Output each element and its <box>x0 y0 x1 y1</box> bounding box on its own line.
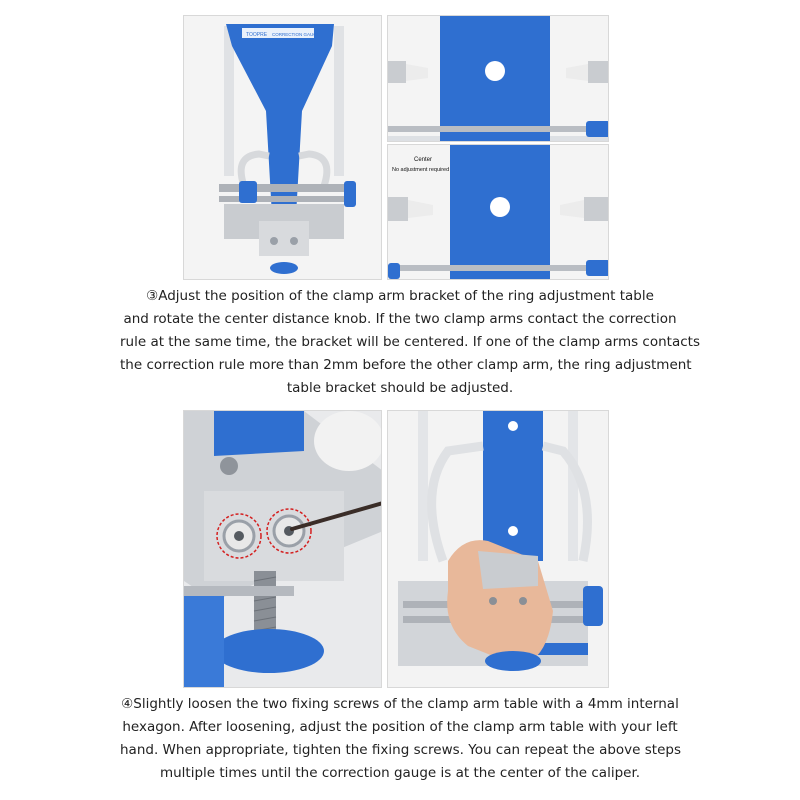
step-4-line: multiple times until the correction gauge is at the center of the caliper. <box>159 765 641 781</box>
step-4-line: hexagon. After loosening, adjust the position of the clamp arm table with your left <box>122 719 678 735</box>
gauge-plate-label: CORRECTION GAUGE <box>272 32 320 37</box>
photo-truing-stand-overview <box>183 15 382 280</box>
step-3-line: and rotate the center distance knob. If the two clamp arms contact the correction <box>123 311 677 327</box>
step-4-instructions <box>120 693 680 785</box>
step-4-line: hand. When appropriate, tighten the fixing screws. You can repeat the above steps <box>120 742 682 758</box>
photo-hand-adjusting-clamp-table <box>387 410 609 688</box>
gauge-brand-label: TOOPRE <box>246 32 268 38</box>
photo-hex-key-loosening-screws <box>183 410 382 688</box>
photo-gauge-closeup-centered <box>387 144 609 280</box>
center-label: Center <box>414 157 433 163</box>
photo-gauge-closeup-offset <box>387 15 609 142</box>
step-3-line: the correction rule more than 2mm before the other clamp arm, the ring adjustment <box>120 357 692 373</box>
step-3-instructions <box>120 285 700 400</box>
step-4-line: ④Slightly loosen the two fixing screws of the clamp arm table with a 4mm internal <box>121 696 679 712</box>
center-sublabel: No adjustment required <box>392 167 450 173</box>
step-3-line: rule at the same time, the bracket will be centered. If one of the clamp arms contacts <box>120 334 700 350</box>
step-3-line: ③Adjust the position of the clamp arm bracket of the ring adjustment table <box>146 288 654 304</box>
step-3-line: table bracket should be adjusted. <box>286 380 514 396</box>
